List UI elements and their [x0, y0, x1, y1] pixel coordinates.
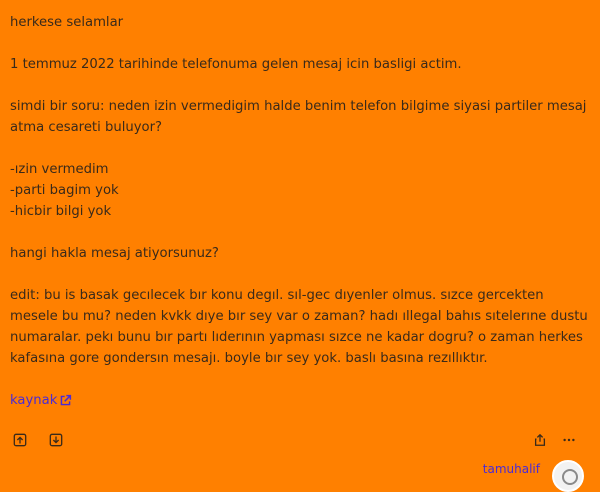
entry-paragraph-1: 1 temmuz 2022 tarihinde telefonuma gelen mesaj icin basligi actim.: [10, 57, 462, 72]
author-link[interactable]: tamuhalif: [482, 462, 540, 476]
entry-list-item: -hicbir bilgi yok: [10, 204, 112, 219]
entry-edit-note: edit: bu is basak gecılecek bır konu degıl. sıl-gec dıyenler olmus. sızce gercekten mesele bu mu? neden kvkk dıye bır sey var o zaman? hadı ıllegal bahıs sıtelerıne dustu numaralar. pekı bunu bır partı lıderının yapması sızce ne kadar dogru? o zaman herkes kafasına gore gondersın mesajı. boyle bır sey yok. baslı basına rezıllıktır.: [10, 288, 588, 366]
arrow-up-icon: [13, 433, 27, 447]
share-button[interactable]: [530, 430, 550, 450]
downvote-button[interactable]: [46, 430, 66, 450]
entry-greeting: herkese selamlar: [10, 15, 124, 30]
entry-footer: [0, 430, 600, 454]
source-link-label: kaynak: [10, 393, 58, 408]
more-options-button[interactable]: [559, 430, 579, 450]
share-icon: [533, 433, 547, 447]
more-dots-icon: [562, 433, 576, 447]
arrow-down-icon: [49, 433, 63, 447]
entry-content: [10, 12, 590, 411]
external-link-icon: [59, 394, 72, 407]
source-link[interactable]: [10, 390, 72, 411]
avatar[interactable]: [552, 460, 584, 492]
avatar-placeholder-icon: [562, 469, 578, 485]
upvote-button[interactable]: [10, 430, 30, 450]
entry-list-item: -ızin vermedim: [10, 162, 109, 177]
entry-list-item: -parti bagim yok: [10, 183, 119, 198]
entry-paragraph-2: simdi bir soru: neden izin vermedigim halde benim telefon bilgime siyasi partiler mesaj atma cesareti buluyor?: [10, 99, 587, 135]
entry-paragraph-3: hangi hakla mesaj atiyorsunuz?: [10, 246, 219, 261]
